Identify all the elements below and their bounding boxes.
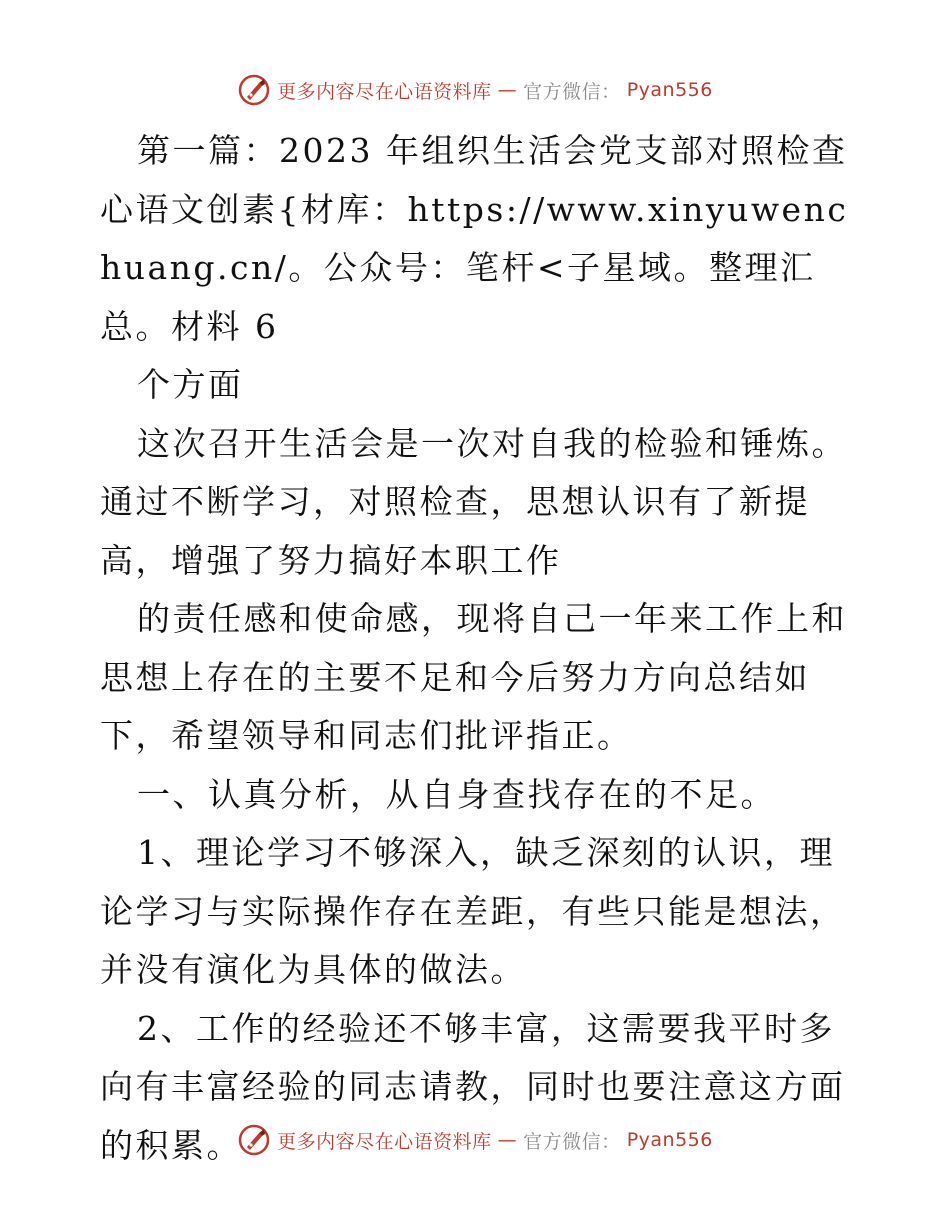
banner-handle: Pyan556 <box>626 1129 713 1151</box>
list-item-2: 2、工作的经验还不够丰富，这需要我平时多向有丰富经验的同志请教，同时也要注意这方面的积累。 <box>100 1008 846 1165</box>
pen-nib-circle-icon <box>237 73 271 107</box>
banner-label: 官方微信： <box>523 80 621 103</box>
banner-main-text: 更多内容尽在心语资料库 <box>277 1130 492 1153</box>
paragraph-intro: 这次召开生活会是一次对自我的检验和锤炼。通过不断学习，对照检查，思想认识有了新提高，增强了努力搞好本职工作 <box>100 423 847 580</box>
paragraph-title-continued: 个方面 <box>137 365 244 404</box>
list-item-1: 1、理论学习不够深入，缺乏深刻的认识，理论学习与实际操作存在差距，有些只能是想法，并没有演化为具体的做法。 <box>100 833 846 989</box>
pen-nib-circle-icon <box>237 1123 271 1157</box>
header-banner <box>0 70 950 110</box>
section-heading: 一、认真分析，从自身查找存在的不足。 <box>137 774 776 814</box>
paragraph-title: 第一篇：2023 年组织生活会党支部对照检查心语文创素{材库：https://www.xinyuwenchuang.cn/。公众号：笔杆<子星域。整理汇总。材料 6 <box>100 131 849 346</box>
document-body <box>100 122 860 1175</box>
footer-banner <box>0 1120 950 1160</box>
banner-separator: — <box>497 1129 518 1151</box>
banner-separator: — <box>497 79 518 101</box>
banner-main-text: 更多内容尽在心语资料库 <box>277 80 492 103</box>
paragraph-intro-continued: 的责任感和使命感，现将自己一年来工作上和思想上存在的主要不足和今后努力方向总结如下，希望领导和同志们批评指正。 <box>100 599 847 755</box>
banner-handle: Pyan556 <box>626 79 713 101</box>
banner-label: 官方微信： <box>523 1130 621 1153</box>
